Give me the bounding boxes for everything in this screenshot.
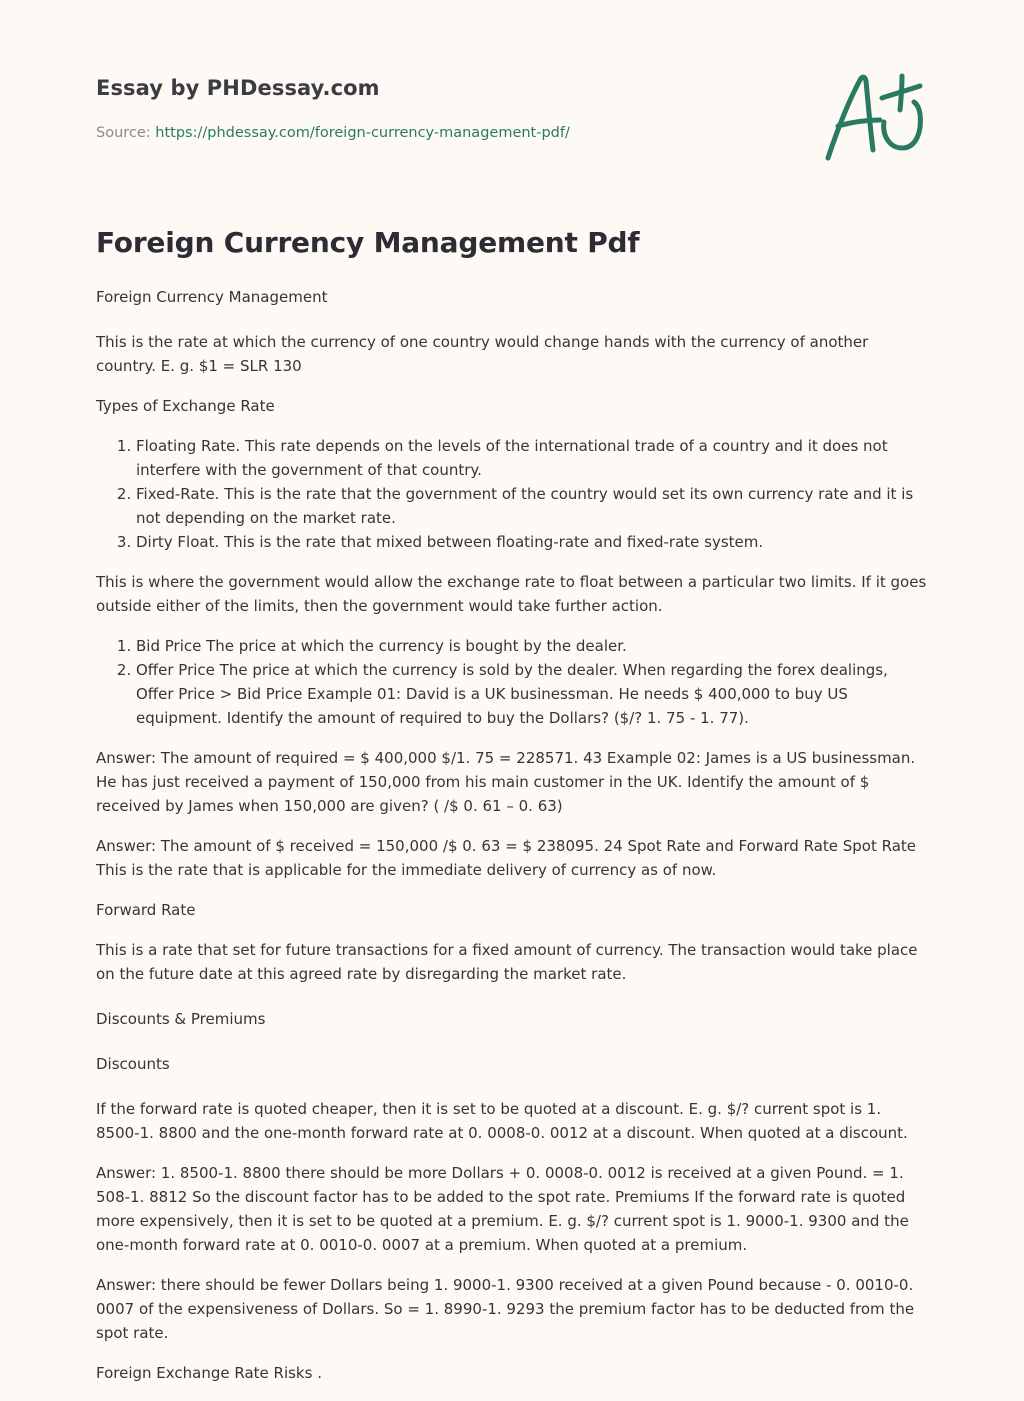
paragraph: Answer: there should be fewer Dollars being 1. 9000-1. 9300 received at a given Pound because - 0. 0010-0. 0007 of the expensiveness of Dollars. So = 1. 8990-1. 9293 the premium factor has to be deducted from the spot rate. [96, 1276, 915, 1342]
paragraph: This is the rate at which the currency of one country would change hands with the currency of another country. E. g. $1 = SLR 130 [96, 333, 869, 375]
article-body [96, 285, 928, 1401]
list-item: 2. Offer Price The price at which the currency is sold by the dealer. When regarding the forex dealings, Offer Price > Bid Price Example 01: David is a UK businessman. He needs $ 400,000 to buy US equipment. Identify the amount of required to buy the Dollars? ($/? 1. 75 - 1. 77). [136, 658, 928, 730]
article-title: Foreign Currency Management Pdf [96, 226, 640, 259]
paragraph: Foreign Exchange Rate Risks . [96, 1364, 322, 1382]
page-header [96, 76, 928, 176]
a-plus-logo-icon [822, 70, 926, 162]
site-title: Essay by PHDessay.com [96, 76, 380, 100]
paragraph: Discounts & Premiums [96, 1010, 266, 1028]
paragraph: Answer: The amount of $ received = 150,000 /$ 0. 63 = $ 238095. 24 Spot Rate and Forward Rate Spot Rate This is the rate that is applicable for the immediate delivery of currency as of now. [96, 837, 917, 879]
source-label: Source: [96, 125, 156, 141]
list-item: 3. Dirty Float. This is the rate that mixed between floating-rate and fixed-rate system. [136, 530, 928, 554]
paragraph: This is where the government would allow the exchange rate to float between a particular two limits. If it goes outside either of the limits, then the government would take further action. [96, 573, 927, 615]
source-line [96, 125, 570, 141]
list-item: 2. Fixed-Rate. This is the rate that the government of the country would set its own currency rate and it is not depending on the market rate. [136, 482, 928, 530]
paragraph: Answer: The amount of required = $ 400,000 $/1. 75 = 228571. 43 Example 02: James is a US businessman. He has just received a payment of 150,000 from his main customer in the UK. Identify the amount of $ received by James when 150,000 are given? ( /$ 0. 61 – 0. 63) [96, 749, 916, 815]
list-item: 1. Bid Price The price at which the currency is bought by the dealer. [136, 634, 928, 658]
source-link[interactable]: https://phdessay.com/foreign-currency-management-pdf/ [155, 125, 570, 141]
list-item: 1. Floating Rate. This rate depends on the levels of the international trade of a country and it does not interfere with the government of that country. [136, 434, 928, 482]
paragraph: If the forward rate is quoted cheaper, then it is set to be quoted at a discount. E. g. $/? current spot is 1. 8500-1. 8800 and the one-month forward rate at 0. 0008-0. 0012 at a discount. When quoted at a discount. [96, 1100, 908, 1142]
price-types-list [96, 634, 928, 730]
paragraph: Forward Rate [96, 901, 196, 919]
paragraph: This is a rate that set for future transactions for a fixed amount of currency. The transaction would take place on the future date at this agreed rate by disregarding the market rate. [96, 941, 918, 983]
paragraph: Discounts [96, 1055, 170, 1073]
paragraph: Answer: 1. 8500-1. 8800 there should be more Dollars + 0. 0008-0. 0012 is received at a given Pound. = 1. 508-1. 8812 So the discount factor has to be added to the spot rate. Premiums If the forward rate is quoted more expensively, then it is set to be quoted at a premium. E. g. $/? current spot is 1. 9000-1. 9300 and the one-month forward rate at 0. 0010-0. 0007 at a premium. When quoted at a premium. [96, 1164, 909, 1254]
paragraph: Types of Exchange Rate [96, 397, 275, 415]
paragraph: Foreign Currency Management [96, 288, 328, 306]
exchange-rate-types-list [96, 434, 928, 554]
